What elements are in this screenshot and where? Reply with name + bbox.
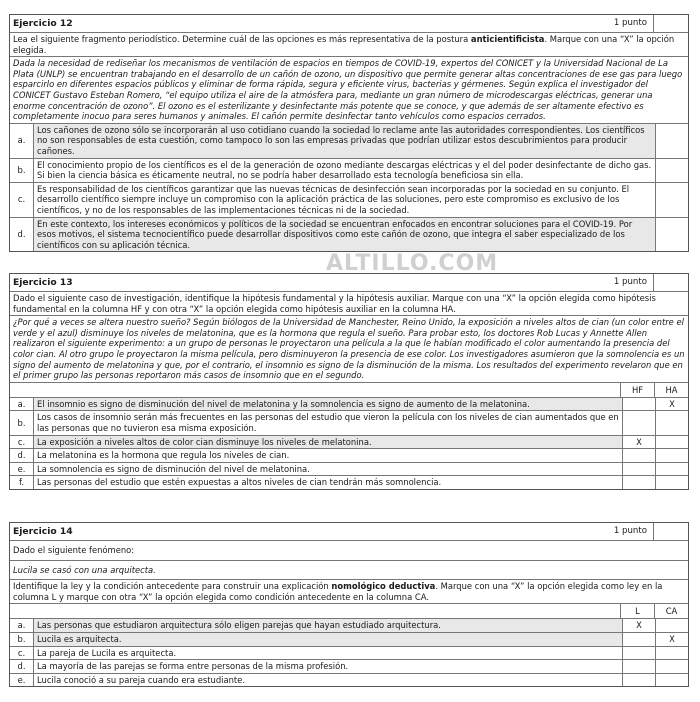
exercise-header xyxy=(10,523,688,540)
column-header-ca: CA xyxy=(654,604,688,618)
option-row-a[interactable] xyxy=(10,397,688,411)
option-row-f[interactable] xyxy=(10,475,688,489)
ha-answer-box[interactable]: X xyxy=(655,398,688,411)
ca-answer-box[interactable] xyxy=(655,647,688,660)
l-answer-box[interactable]: X xyxy=(622,619,655,632)
option-text: El insomnio es signo de disminución del nivel de melatonina y la somnolencia es signo de aumento de la melatonina. xyxy=(34,398,622,411)
instruction-text: Lea el siguiente fragmento periodístico. Determine cuál de las opciones es más representativa de la postura xyxy=(13,34,471,44)
l-answer-box[interactable] xyxy=(622,633,655,646)
hf-answer-box[interactable] xyxy=(622,463,655,476)
option-letter: b. xyxy=(10,411,34,434)
hf-answer-box[interactable] xyxy=(622,449,655,462)
option-letter: d. xyxy=(10,449,34,462)
option-row-c[interactable] xyxy=(10,182,688,217)
score-box xyxy=(653,15,688,32)
option-text: La somnolencia es signo de disminución del nivel de melatonina. xyxy=(37,463,310,474)
ha-answer-box[interactable] xyxy=(655,449,688,462)
passage: ¿Por qué a veces se altera nuestro sueño? Según biólogos de la Universidad de Manchester, Reino Unido, la exposición a niveles altos de cian (un color entre el verde y el azul) disminuye los niveles de melatonina, que es la hormona que regula el sueño. Para probar esto, los doctores Rob Lucas y Annette Allen realizaron el siguiente experimento: a un grupo de personas le proyectaron una película a la que le habían modificado el color aumentando la presencia del color cian. Al otro grupo le proyectaron la misma película, pero disminuyeron la presencia de ese color. Los investigadores asumieron que la somnolencia es un signo del aumento de melatonina y que, por el contrario, el insomnio es signo de la disminución de la misma. Los resultados del experimento revelaron que en el primer grupo las personas reportaron más casos de insomnio que en el segundo. xyxy=(13,317,685,381)
exercise-points: 1 punto xyxy=(613,277,647,287)
option-row-a[interactable] xyxy=(10,123,688,158)
column-header-l: L xyxy=(620,604,654,618)
option-letter: f. xyxy=(10,476,34,489)
option-text: En este contexto, los intereses económicos y políticos de la sociedad se encuentran enfocados en encontrar soluciones para el COVID-19. Por esos motivos, el sistema tecnocientífico puede desarrollar dispositivos como este cañón de ozono, que integra el saber especializado de los científicos con su aplicación técnica. xyxy=(34,218,655,252)
exercise-header xyxy=(10,274,688,291)
option-row-e[interactable] xyxy=(10,673,688,687)
ca-answer-box[interactable] xyxy=(655,660,688,673)
option-row-b[interactable] xyxy=(10,632,688,646)
intro-text: Dado el siguiente fenómeno: xyxy=(13,545,135,555)
answer-box[interactable] xyxy=(655,183,688,217)
instruction-row xyxy=(10,579,688,603)
ha-answer-box[interactable] xyxy=(655,463,688,476)
option-text: Las personas que estudiaron arquitectura sólo eligen parejas que hayan estudiado arquitectura. xyxy=(34,619,622,632)
option-letter: a. xyxy=(10,124,34,158)
option-text: El conocimiento propio de los científicos es el de la generación de ozono mediante descargas eléctricas y el del poder desinfectante de dicho gas. Si bien la ciencia básica es éticamente neutral, no se podría haber desarrollado esta tecnología beneficiosa sin ella. xyxy=(37,159,652,181)
instruction-keyword: nomológico deductiva xyxy=(331,581,436,592)
exercise-title: Ejercicio 13 xyxy=(13,277,73,288)
passage-row xyxy=(10,315,688,382)
column-header-hf: HF xyxy=(620,383,654,397)
score-box xyxy=(653,274,688,291)
passage: Dada la necesidad de rediseñar los mecanismos de ventilación de espacios en tiempos de COVID-19, expertos del CONICET y la Universidad Nacional de La Plata (UNLP) se encuentran trabajando en el desarrollo de un cañón de ozono, un dispositivo que permite generar altas concentraciones de ese gas para luego esparcirlo en diferentes espacios públicos y eliminar de forma rápida, segura y eficiente virus, bacterias y gérmenes. Según explica el investigador del CONICET Gustavo Esteban Romero, “el equipo utiliza el aire de la atmósfera para, mediante un gran número de microdescargas eléctricas, generar una enorme concentración de ozono”. El ozono es el esterilizante y desinfectante más potente que se conoce, y que además de ser altamente efectivo es completamente inocuo para seres humanos y animales. El cañón permite desinfectar tanto vehículos como espacios cerrados. xyxy=(13,58,683,122)
intro-row xyxy=(10,540,688,560)
l-answer-box[interactable] xyxy=(622,674,655,687)
exercise-title: Ejercicio 12 xyxy=(13,18,73,29)
hf-answer-box[interactable] xyxy=(622,476,655,489)
exercise-12 xyxy=(9,14,689,252)
answer-box[interactable] xyxy=(655,159,688,182)
option-text: Las personas del estudio que estén expuestas a altos niveles de cian tendrán más somnolencia. xyxy=(37,477,442,488)
hf-answer-box[interactable] xyxy=(622,411,655,434)
option-text: Los cañones de ozono sólo se incorporarán al uso cotidiano cuando la sociedad lo reclame ante las autoridades correspondientes. Los científicos no son responsables de esta cuestión, como tampoco lo son las empresas privadas que podrían utilizar estos descubrimientos para producir cañones. xyxy=(34,124,655,158)
option-row-b[interactable] xyxy=(10,410,688,434)
option-row-b[interactable] xyxy=(10,158,688,182)
answer-box[interactable] xyxy=(655,218,688,252)
instruction-text: Identifique la ley y la condición antecedente para construir una explicación xyxy=(13,581,332,592)
exercise-header xyxy=(10,15,688,32)
option-letter: e. xyxy=(10,674,34,687)
l-answer-box[interactable] xyxy=(622,647,655,660)
answer-box[interactable] xyxy=(655,124,688,158)
hf-answer-box[interactable] xyxy=(622,398,655,411)
option-letter: b. xyxy=(10,633,34,646)
option-row-e[interactable] xyxy=(10,462,688,476)
instruction-text-end: . Marque con una “X” la opción elegida. xyxy=(13,34,675,55)
option-row-d[interactable] xyxy=(10,659,688,673)
option-text: Es responsabilidad de los científicos garantizar que las nuevas técnicas de desinfección sean incorporadas por la sociedad en su conjunto. El desarrollo científico siempre incluye un compromiso con la aplicación práctica de las soluciones, pero este compromiso es exclusivo de los científicos, y no de los responsables de las implementaciones técnicas ni de la sociedad. xyxy=(37,183,630,215)
option-letter: c. xyxy=(10,436,34,449)
option-letter: c. xyxy=(10,183,34,217)
option-letter: a. xyxy=(10,398,34,411)
option-text: La melatonina es la hormona que regula los niveles de cian. xyxy=(37,450,290,461)
score-box xyxy=(653,523,688,540)
option-letter: d. xyxy=(10,218,34,252)
column-header-ha: HA xyxy=(654,383,688,397)
instruction-keyword: anticientificista xyxy=(470,34,545,44)
option-letter: e. xyxy=(10,463,34,476)
option-row-d[interactable] xyxy=(10,448,688,462)
option-row-c[interactable] xyxy=(10,435,688,449)
instruction-row xyxy=(10,291,688,315)
option-text: Lucila conoció a su pareja cuando era estudiante. xyxy=(37,674,246,685)
instruction xyxy=(10,33,688,56)
ha-answer-box[interactable] xyxy=(655,411,688,434)
exercise-points: 1 punto xyxy=(613,526,647,536)
option-letter: a. xyxy=(10,619,34,632)
instruction xyxy=(10,580,688,603)
option-letter: b. xyxy=(10,159,34,182)
option-letter: c. xyxy=(10,647,34,660)
phenomenon-row xyxy=(10,560,688,580)
instruction: Dado el siguiente caso de investigación, identifique la hipótesis fundamental y la hipótesis auxiliar. Marque con una “X” la opción elegida como hipótesis fundamental en la columna HF y con otra “X” la opción elegida como hipótesis auxiliar en la columna HA. xyxy=(13,293,656,314)
l-answer-box[interactable] xyxy=(622,660,655,673)
passage-row xyxy=(10,56,688,123)
column-header-row xyxy=(10,603,688,618)
option-row-d[interactable] xyxy=(10,217,688,252)
option-text: La exposición a niveles altos de color cian disminuye los niveles de melatonina. xyxy=(34,436,622,449)
option-row-c[interactable] xyxy=(10,646,688,660)
watermark: ALTILLO.COM xyxy=(326,251,499,276)
option-text: Los casos de insomnio serán más frecuentes en las personas del estudio que vieron la película con los niveles de cian aumentados que en las personas que no tuvieron esa misma exposición. xyxy=(37,412,619,433)
ca-answer-box[interactable]: X xyxy=(655,633,688,646)
ca-answer-box[interactable] xyxy=(655,674,688,687)
ha-answer-box[interactable] xyxy=(655,476,688,489)
hf-answer-box[interactable]: X xyxy=(622,436,655,449)
exercise-points: 1 punto xyxy=(613,18,647,28)
option-text: Lucila es arquitecta. xyxy=(34,633,622,646)
exercise-13 xyxy=(9,273,689,490)
column-header-row xyxy=(10,382,688,397)
ca-answer-box[interactable] xyxy=(655,619,688,632)
phenomenon-text: Lucila se casó con una arquitecta. xyxy=(13,564,156,575)
instruction-row xyxy=(10,32,688,56)
instruction-text-end: . Marque con una “X” la opción elegida como ley en la columna L y marque con otra “X” la opción elegida como condición antecedente en la columna CA. xyxy=(13,581,663,602)
option-text: La pareja de Lucila es arquitecta. xyxy=(37,647,177,658)
option-letter: d. xyxy=(10,660,34,673)
option-row-a[interactable] xyxy=(10,618,688,632)
exercise-14 xyxy=(9,522,689,687)
option-text: La mayoría de las parejas se forma entre personas de la misma profesión. xyxy=(37,661,349,672)
ha-answer-box[interactable] xyxy=(655,436,688,449)
exercise-title: Ejercicio 14 xyxy=(13,526,73,537)
